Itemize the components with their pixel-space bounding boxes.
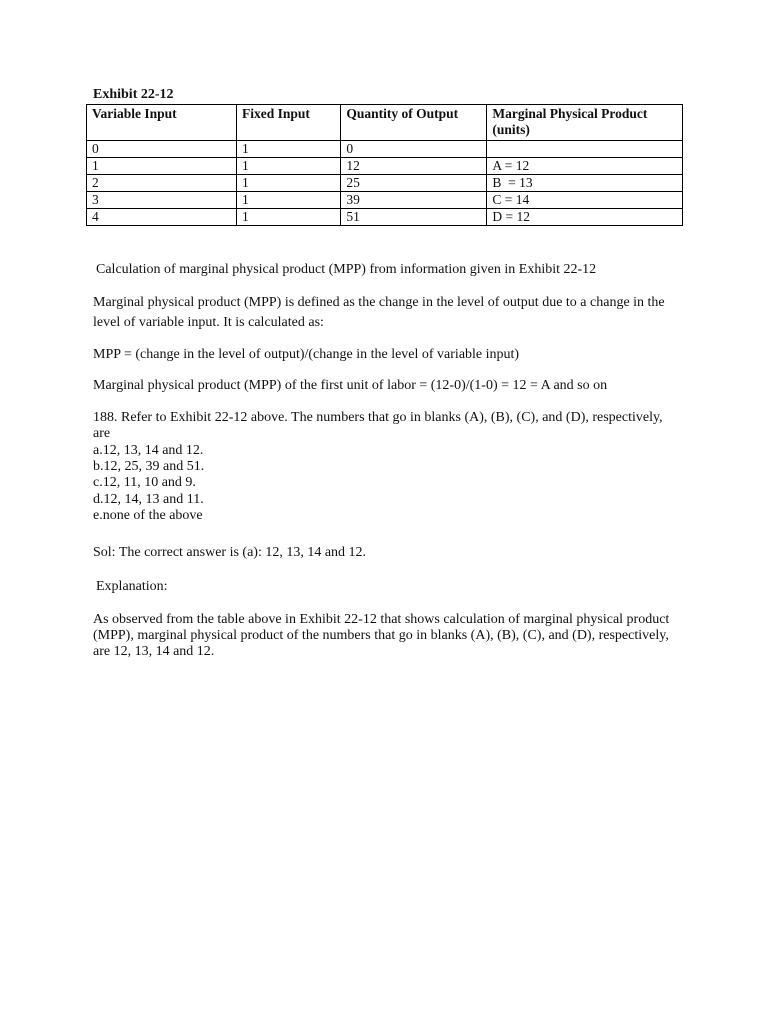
calculation-heading: Calculation of marginal physical product (MPP) from information given in Exhibit 22-12	[96, 262, 597, 277]
exhibit-table	[86, 104, 683, 226]
header-variable-input: Variable Input	[87, 105, 237, 141]
table-cell: 1	[237, 175, 341, 192]
option-e: e.none of the above	[93, 507, 203, 523]
answer-options	[93, 443, 693, 524]
header-marginal-physical-product: Marginal Physical Product (units)	[487, 105, 683, 141]
solution-text: Sol: The correct answer is (a): 12, 13, 14 and 12.	[93, 545, 367, 560]
table-cell: 2	[87, 175, 237, 192]
table-cell: D = 12	[487, 209, 683, 226]
table-cell: 25	[341, 175, 487, 192]
table-row	[87, 141, 683, 158]
table-cell: 4	[87, 209, 237, 226]
table-row	[87, 175, 683, 192]
table-cell: 12	[341, 158, 487, 175]
table-cell: C = 14	[487, 192, 683, 209]
table-cell	[487, 141, 683, 158]
table-cell: 0	[341, 141, 487, 158]
mpp-example: Marginal physical product (MPP) of the first unit of labor = (12-0)/(1-0) = 12 = A and so on	[93, 378, 608, 393]
mpp-formula: MPP = (change in the level of output)/(change in the level of variable input)	[93, 347, 520, 362]
mpp-definition: Marginal physical product (MPP) is defined as the change in the level of output due to a change in the level of variable input. It is calculated as:	[93, 295, 665, 330]
table-cell: 1	[237, 141, 341, 158]
question-text: 188. Refer to Exhibit 22-12 above. The numbers that go in blanks (A), (B), (C), and (D), respectively, are	[93, 410, 663, 442]
table-cell: 3	[87, 192, 237, 209]
explanation-heading: Explanation:	[96, 579, 168, 594]
table-cell: 39	[341, 192, 487, 209]
table-cell: A = 12	[487, 158, 683, 175]
table-cell: 1	[237, 192, 341, 209]
option-c: c.12, 11, 10 and 9.	[93, 475, 196, 491]
option-b: b.12, 25, 39 and 51.	[93, 459, 205, 475]
option-d: d.12, 14, 13 and 11.	[93, 491, 204, 507]
exhibit-title: Exhibit 22-12	[93, 87, 174, 102]
explanation-text: As observed from the table above in Exhibit 22-12 that shows calculation of marginal physical product (MPP), marginal physical product of the numbers that go in blanks (A), (B), (C), and (D), respectively, are 12, 13, 14 and 12.	[93, 612, 670, 660]
header-fixed-input: Fixed Input	[237, 105, 341, 141]
table-row	[87, 192, 683, 209]
table-cell: 1	[237, 158, 341, 175]
header-quantity-of-output: Quantity of Output	[341, 105, 487, 141]
table-header-row	[87, 105, 683, 141]
option-a: a.12, 13, 14 and 12.	[93, 443, 204, 458]
table-cell: B = 13	[487, 175, 683, 192]
table-row	[87, 209, 683, 226]
table-cell: 1	[237, 209, 341, 226]
table-cell: 1	[87, 158, 237, 175]
table-cell: 0	[87, 141, 237, 158]
table-cell: 51	[341, 209, 487, 226]
table-row	[87, 158, 683, 175]
